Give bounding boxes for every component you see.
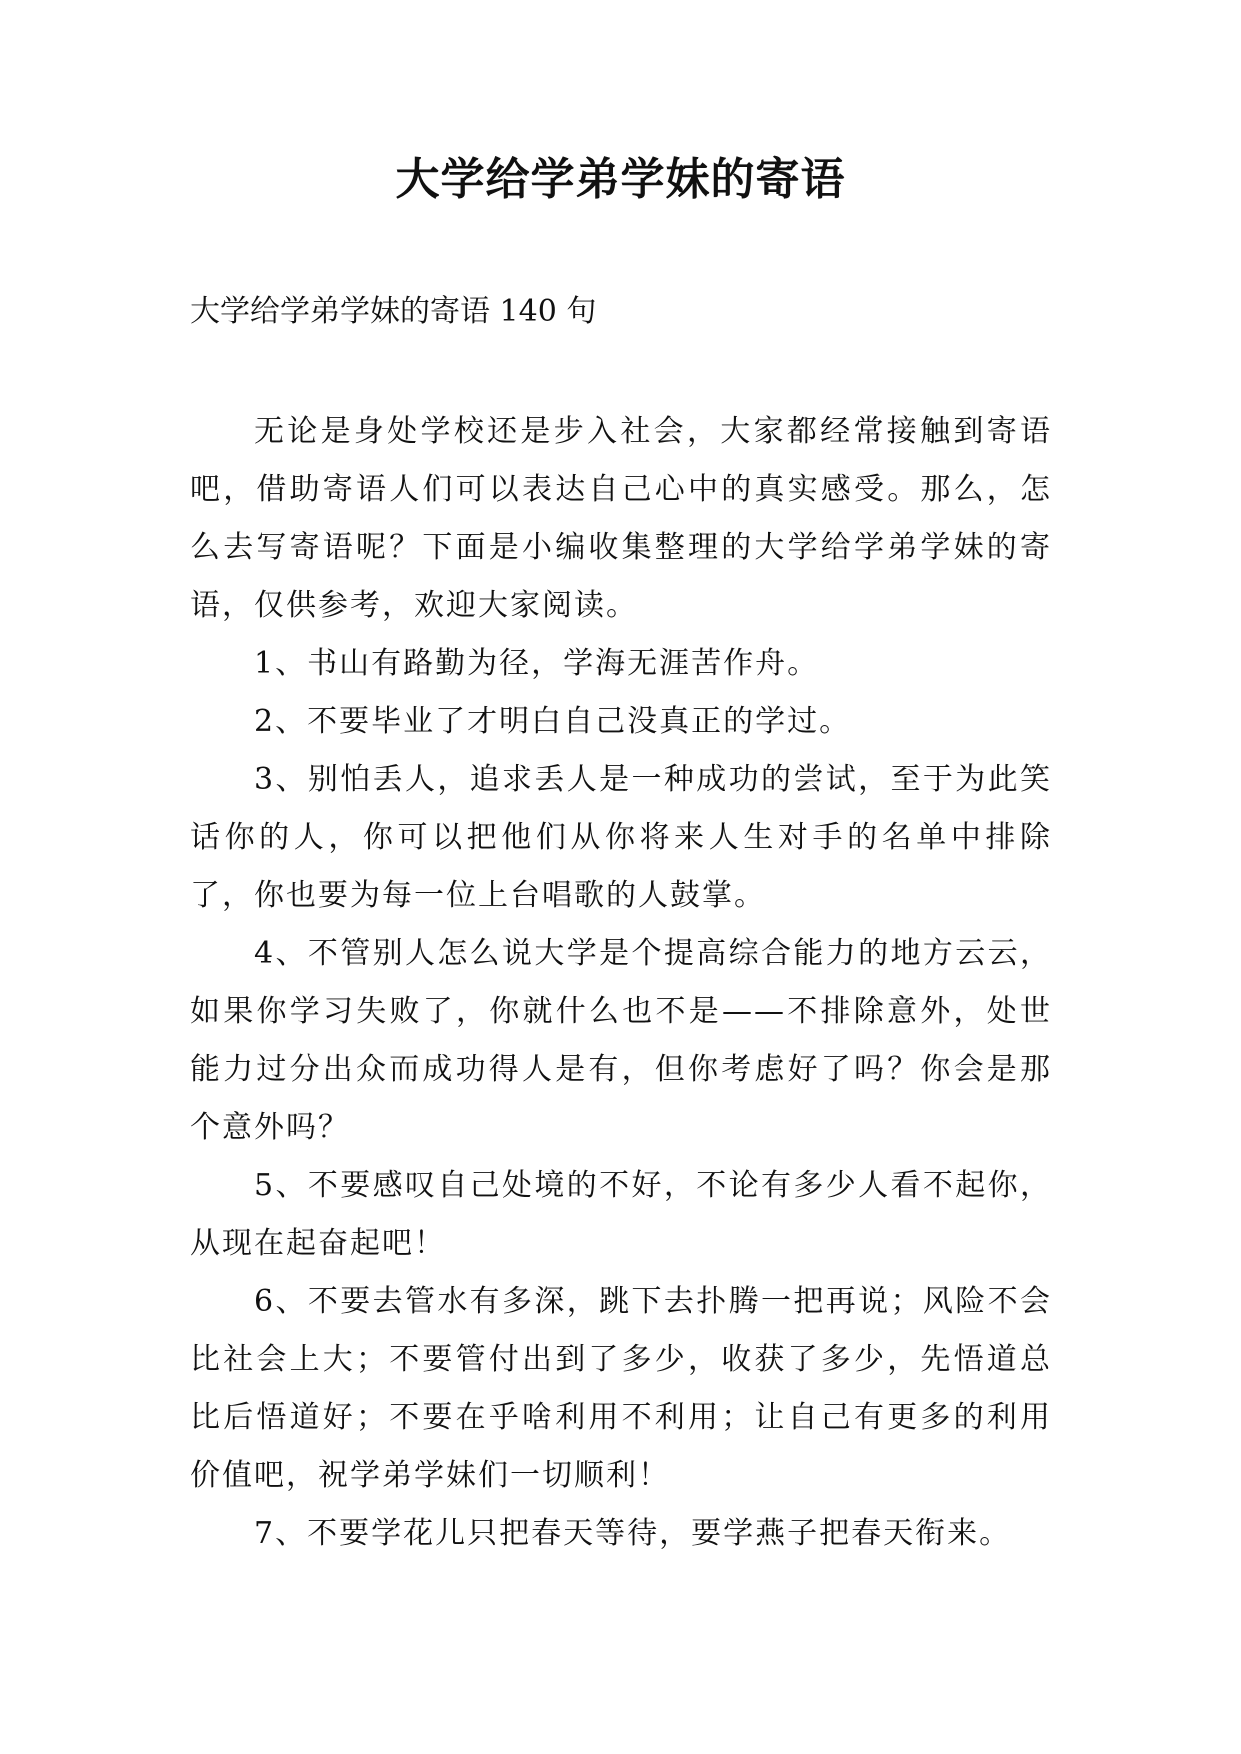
document-subtitle: 大学给学弟学妹的寄语 140 句 bbox=[190, 294, 597, 329]
list-item: 2、不要毕业了才明白自己没真正的学过。 bbox=[254, 704, 852, 739]
list-item: 5、不要感叹自己处境的不好，不论有多少人看不起你，从现在起奋起吧！ bbox=[190, 1168, 1052, 1261]
document-title: 大学给学弟学妹的寄语 bbox=[395, 154, 846, 205]
document-body bbox=[190, 403, 1052, 1563]
list-item: 1、书山有路勤为径，学海无涯苦作舟。 bbox=[254, 646, 820, 681]
list-item: 7、不要学花儿只把春天等待，要学燕子把春天衔来。 bbox=[254, 1516, 1012, 1551]
list-item: 4、不管别人怎么说大学是个提高综合能力的地方云云，如果你学习失败了，你就什么也不是——不排除意外，处世能力过分出众而成功得人是有，但你考虑好了吗？你会是那个意外吗？ bbox=[190, 936, 1052, 1145]
intro-paragraph: 无论是身处学校还是步入社会，大家都经常接触到寄语吧，借助寄语人们可以表达自己心中的真实感受。那么，怎么去写寄语呢？下面是小编收集整理的大学给学弟学妹的寄语，仅供参考，欢迎大家阅读。 bbox=[190, 414, 1052, 623]
list-item: 3、别怕丢人，追求丢人是一种成功的尝试，至于为此笑话你的人，你可以把他们从你将来人生对手的名单中排除了，你也要为每一位上台唱歌的人鼓掌。 bbox=[190, 762, 1052, 913]
list-item: 6、不要去管水有多深，跳下去扑腾一把再说；风险不会比社会上大；不要管付出到了多少，收获了多少，先悟道总比后悟道好；不要在乎啥利用不利用；让自己有更多的利用价值吧，祝学弟学妹们一切顺利！ bbox=[190, 1284, 1052, 1493]
